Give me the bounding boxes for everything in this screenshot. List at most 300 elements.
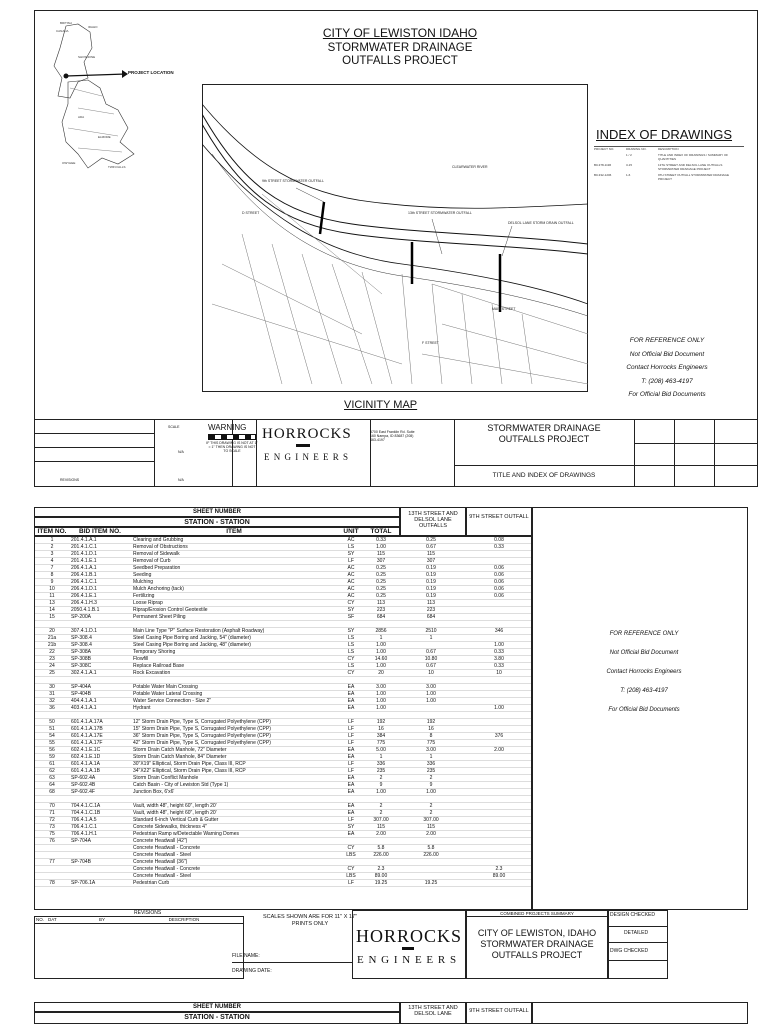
table-cell: 15 [35,614,69,621]
table-row [35,817,532,824]
table-cell: 21b [35,642,69,649]
table-cell: 602.4.1.E.1C [69,747,131,754]
index-cell: 13TH STREET AND DELSOL LANE OUTFALLS STORMWATER DRAINAGE PROJECT [658,163,723,171]
sheet-number-row [34,507,400,517]
table-cell: Replace Railroad Base [131,663,337,670]
quantity-sheet [34,507,748,888]
firm-logo: HORROCKS [262,426,352,442]
scale-note: SCALES SHOWN ARE FOR 11" X 17" PRINTS ONLY [263,914,357,927]
reference-note-2 [584,625,704,720]
index-cell: 1-6 [626,173,631,177]
table-cell: SP-308.4 [69,642,131,649]
table-cell: 54 [35,733,69,740]
table-cell: SP-706.1A [69,880,131,887]
table-cell [131,712,337,719]
index-table [594,146,744,181]
table-cell [337,796,365,803]
table-cell: 115 [397,824,465,831]
table-cell: 20 [35,628,69,635]
table-cell: LS [337,635,365,642]
table-cell [35,845,69,852]
table-cell: 601.4.1.A.17B [69,726,131,733]
table-cell: 4 [35,558,69,565]
index-header [594,147,744,151]
table-cell: 0.08 [465,537,532,544]
table-cell: 9 [365,782,397,789]
table-cell [35,712,69,719]
table-cell: 19.25 [365,880,397,887]
table-row [35,852,532,859]
revisions-label: REVISIONS [134,910,162,916]
table-cell: Fertilizing [131,593,337,600]
table-cell [365,712,397,719]
table-cell: SY [337,824,365,831]
notes-panel [532,1002,748,1024]
table-cell: 775 [365,740,397,747]
warning-text: IF THIS DRAWING IS NOT AT 1" = 1" THEN DRAWING IS NOT TO SCALE [206,441,258,453]
ref-line: T: (208) 463-4197 [641,377,693,385]
table-cell [397,642,465,649]
table-cell: SY [337,628,365,635]
table-cell: 346 [465,628,532,635]
table-row [35,621,532,628]
table-row [35,740,532,747]
index-row [594,173,744,181]
table-cell: 24 [35,663,69,670]
city-title: CITY OF LEWISTON IDAHO [322,26,478,40]
table-cell [69,796,131,803]
table-cell: 704.4.1.C.1A [69,803,131,810]
table-cell: SP-308.4 [69,635,131,642]
col-total: TOTAL [370,528,392,535]
table-row [35,761,532,768]
table-cell [337,621,365,628]
revisions-table [34,916,244,979]
table-cell: 89.00 [365,873,397,880]
summary-title: COMBINED PROJECTS SUMMARY [466,911,608,917]
quantity-footer [34,910,748,982]
summary-project [466,928,608,961]
table-cell: 32 [35,698,69,705]
table-cell: 3.80 [465,656,532,663]
col-item-no: ITEM NO. [37,528,67,535]
project-title-line-2: OUTFALLS PROJECT [342,55,458,67]
table-cell [465,880,532,887]
table-cell: LF [337,726,365,733]
table-cell: 8 [397,733,465,740]
table-cell: 25 [35,670,69,677]
table-cell: 5.8 [365,845,397,852]
rev-col: DESCRIPTION [168,917,200,922]
table-cell: Pedestrian Ramp w/Detectable Warning Domes [131,831,337,838]
table-cell: 1 [397,635,465,642]
sheet-number-label: SHEET NUMBER [192,1004,241,1010]
table-cell: 235 [397,768,465,775]
table-cell: LF [337,768,365,775]
table-cell: 10.80 [397,656,465,663]
table-cell: 1 [397,754,465,761]
table-cell: EA [337,782,365,789]
table-cell: Removal of Obstructions [131,544,337,551]
table-cell: 602.4.1.E.1D [69,754,131,761]
table-cell: SP-704A [69,838,131,845]
index-col-description: DESCRIPTION [658,147,679,151]
table-cell: LF [337,740,365,747]
table-cell [465,754,532,761]
table-cell [465,782,532,789]
table-cell: 63 [35,775,69,782]
table-cell: 2 [365,810,397,817]
table-cell [69,621,131,628]
table-cell: AC [337,593,365,600]
svg-text:OWYHEE: OWYHEE [62,161,76,165]
table-cell [131,796,337,803]
table-cell: 2 [397,775,465,782]
table-row [35,614,532,621]
table-cell [465,607,532,614]
table-cell [35,796,69,803]
table-row [35,684,532,691]
table-cell [465,551,532,558]
table-cell [35,866,69,873]
table-cell [35,621,69,628]
table-cell: Clearing and Grubbing [131,537,337,544]
table-cell: SY [337,551,365,558]
table-cell: 0.33 [465,649,532,656]
table-cell: 5.8 [397,845,465,852]
table-cell: Riprap/Erosion Control Geotextile [131,607,337,614]
table-cell [465,600,532,607]
table-cell [365,677,397,684]
table-cell [465,726,532,733]
table-cell: 22 [35,649,69,656]
table-cell: SP-602.4F [69,789,131,796]
table-cell [397,873,465,880]
table-cell: Steel Casing Pipe Boring and Jacking, 54" (diameter) [131,635,337,642]
table-cell [35,852,69,859]
firm-tagline: E N G I N E E R S [264,452,349,462]
table-cell: 16 [397,726,465,733]
table-cell [465,803,532,810]
table-cell: SP-404B [69,691,131,698]
table-cell [365,796,397,803]
table-cell: 75 [35,831,69,838]
table-cell: EA [337,747,365,754]
col-project-2: 9TH STREET OUTFALL [466,507,532,536]
table-cell [365,621,397,628]
table-row [35,656,532,663]
table-cell: 201.4.1.C.1 [69,544,131,551]
table-cell: 15" Storm Drain Pipe, Type S, Corrugated Polyethylene (CPP) [131,726,337,733]
table-cell: LBS [337,852,365,859]
table-cell: Concrete Headwall - Concrete [131,845,337,852]
table-cell: 72 [35,817,69,824]
sheet-number-label: SHEET NUMBER [192,509,241,515]
ref-line: FOR REFERENCE ONLY [609,631,679,637]
tb-project-line-2: OUTFALLS PROJECT [498,434,590,444]
table-cell: 2.00 [465,747,532,754]
table-cell: CY [337,670,365,677]
table-row [35,733,532,740]
table-cell: 71 [35,810,69,817]
col-project-1: 13TH STREET AND DELSOL LANE [400,1002,466,1024]
col-project-1: 13TH STREET AND DELSOL LANE OUTFALLS [400,507,466,536]
table-row [35,747,532,754]
svg-text:ELMORE: ELMORE [98,135,111,139]
table-cell: 1.00 [365,663,397,670]
table-cell: Pedestrian Curb [131,880,337,887]
table-cell: 206.4.1.C.1 [69,579,131,586]
label-river: CLEARWATER RIVER [452,165,488,169]
project-title-line-1: STORMWATER DRAINAGE [327,42,473,54]
table-row [35,663,532,670]
table-cell [69,866,131,873]
table-cell: 0.06 [465,579,532,586]
table-cell: LF [337,761,365,768]
table-cell: 2 [397,803,465,810]
table-cell: 19.25 [397,880,465,887]
table-cell [465,677,532,684]
table-cell: 113 [365,600,397,607]
table-cell [465,796,532,803]
table-row [35,607,532,614]
table-cell [465,824,532,831]
table-cell: 1 [365,635,397,642]
table-cell [365,859,397,866]
vicinity-map [202,84,588,392]
table-row [35,768,532,775]
table-row [35,873,532,880]
table-cell: 1 [365,754,397,761]
svg-text:CANADA: CANADA [56,29,69,33]
index-cell [594,153,620,161]
table-cell [465,859,532,866]
table-cell: EA [337,831,365,838]
table-cell: 2050.4.1.B.1 [69,607,131,614]
table-cell: 1.00 [397,698,465,705]
table-cell: Storm Drain Catch Manhole, 84" Diameter [131,754,337,761]
table-cell [465,712,532,719]
station-row [34,1012,400,1024]
table-cell [69,852,131,859]
table-cell: 2.3 [465,866,532,873]
table-cell: CY [337,656,365,663]
table-cell: 64 [35,782,69,789]
table-cell: 14.60 [365,656,397,663]
col-project-2: 9TH STREET OUTFALL [466,1002,532,1024]
table-cell [397,859,465,866]
table-cell: 775 [397,740,465,747]
table-row [35,824,532,831]
ref-line: T: (208) 463-4197 [620,688,668,694]
table-cell: 706.4.1.A.5 [69,817,131,824]
table-cell: 68 [35,789,69,796]
table-cell [69,845,131,852]
ref-line: Not Official Bid Document [609,650,679,656]
table-cell: EA [337,789,365,796]
table-cell: 3.00 [397,747,465,754]
table-cell: 77 [35,859,69,866]
table-cell: 206.4.1.D.1 [69,586,131,593]
table-cell: 601.4.1.A.17F [69,740,131,747]
table-cell [131,621,337,628]
table-cell: SP-308A [69,649,131,656]
table-row [35,705,532,712]
table-cell: LS [337,649,365,656]
table-cell: 62 [35,768,69,775]
table-cell: Vault, width 48", height 60", length 20' [131,810,337,817]
table-cell [465,621,532,628]
table-cell [397,705,465,712]
scale-label: SCALE [168,425,180,429]
table-cell: SP-200A [69,614,131,621]
table-cell [397,838,465,845]
ref-line: For Official Bid Documents [608,707,680,713]
table-row [35,565,532,572]
table-cell: 1.00 [465,705,532,712]
table-cell: 9 [35,579,69,586]
table-cell: 21a [35,635,69,642]
table-cell: 0.25 [365,586,397,593]
table-cell: 0.19 [397,565,465,572]
scale-value: N/A [178,478,184,482]
table-cell: Mulching [131,579,337,586]
table-row [35,726,532,733]
index-col-project: PROJECT NO. [594,147,615,151]
table-cell: 192 [365,719,397,726]
table-cell [397,866,465,873]
table-cell: 201.4.1.A.1 [69,537,131,544]
table-cell: Concrete Headwall - Steel [131,852,337,859]
table-cell: EA [337,803,365,810]
table-cell [337,677,365,684]
table-cell: 30 [35,684,69,691]
table-cell: 8 [35,572,69,579]
index-cell: 3-15 [626,163,633,167]
table-cell: 307 [365,558,397,565]
table-cell: 70 [35,803,69,810]
scale-value: N/A [178,450,184,454]
table-cell: SP-602.4B [69,782,131,789]
table-cell: 0.33 [365,537,397,544]
table-cell: 336 [397,761,465,768]
table-cell: Concrete Sidewalks, thickness 4" [131,824,337,831]
table-cell: 2 [397,810,465,817]
table-cell [465,845,532,852]
svg-text:IDAHO: IDAHO [88,25,98,29]
table-cell [465,558,532,565]
table-cell: Seeding [131,572,337,579]
table-cell: EA [337,698,365,705]
table-cell: 706.4.1.H.1 [69,831,131,838]
index-cell: TITLE AND INDEX OF DRAWINGS / SUMMARY OF QUANTITIES [658,153,729,161]
table-row [35,754,532,761]
ref-line: For Official Bid Documents [628,391,706,398]
table-cell: LBS [337,873,365,880]
table-cell: Concrete Headwall (36") [131,859,337,866]
table-cell: EA [337,684,365,691]
table-cell: 113 [397,600,465,607]
table-row [35,600,532,607]
scale-bar [208,434,256,440]
table-cell: Concrete Headwall - Concrete [131,866,337,873]
table-cell: 1.00 [465,642,532,649]
table-cell: Flowfill [131,656,337,663]
table-cell: 706.4.1.C.1 [69,824,131,831]
table-row [35,803,532,810]
ref-line: FOR REFERENCE ONLY [629,337,705,344]
label-f-street: F STREET [422,341,439,345]
table-cell: LF [337,733,365,740]
table-cell [35,677,69,684]
table-cell: 0.19 [397,593,465,600]
sheet-number-row [34,1002,400,1012]
table-cell: 704.4.1.C.1B [69,810,131,817]
index-row [594,153,744,161]
station-label: STATION - STATION [184,519,250,526]
table-row [35,712,532,719]
table-cell: 115 [365,824,397,831]
locator-map [48,18,208,178]
svg-text:BRITISH: BRITISH [60,21,72,25]
table-cell: CY [337,600,365,607]
table-cell: 307.00 [397,817,465,824]
table-cell: 601.4.1.A.17E [69,733,131,740]
table-cell: 30"X19" Elliptical, Storm Drain Pipe, Class III, RCP [131,761,337,768]
table-cell: Rock Excavation [131,670,337,677]
table-cell: 16 [365,726,397,733]
table-cell: 1.00 [365,698,397,705]
table-cell: 2.00 [397,831,465,838]
table-cell [465,740,532,747]
table-cell: 2 [35,544,69,551]
table-cell: CY [337,866,365,873]
table-cell: 2.00 [365,831,397,838]
table-cell: 0.06 [465,586,532,593]
tb-project-title [454,423,634,445]
ref-line: Contact Horrocks Engineers [626,364,708,371]
svg-text:TWIN FALLS: TWIN FALLS [108,165,126,169]
table-row [35,719,532,726]
table-cell: SY [337,607,365,614]
table-cell [465,775,532,782]
table-cell: 206.4.1.E.1 [69,593,131,600]
table-cell: 307.00 [365,817,397,824]
table-cell: 20 [365,670,397,677]
table-cell: 2510 [397,628,465,635]
table-cell: LF [337,558,365,565]
svg-text:SHOSHONE: SHOSHONE [78,55,96,59]
table-cell: 201.4.1.D.1 [69,551,131,558]
summary-line-2: OUTFALLS PROJECT [491,950,583,960]
table-cell: 302.4.1.A.1 [69,670,131,677]
table-cell [397,712,465,719]
label-delsol-outfall: DELSOL LANE STORM DRAIN OUTFALL [508,221,574,225]
table-cell: 1.00 [365,649,397,656]
table-cell: 13 [35,600,69,607]
table-cell: EA [337,691,365,698]
table-cell: LF [337,719,365,726]
table-row [35,593,532,600]
rev-col: DAT [48,917,57,922]
table-cell: 0.06 [465,565,532,572]
table-row [35,649,532,656]
dwg-checked: DWG CHECKED [610,948,649,954]
table-cell: 7 [35,565,69,572]
table-cell: Storm Drain Catch Manhole, 72" Diameter [131,747,337,754]
table-cell: 376 [465,733,532,740]
table-cell: 23 [35,656,69,663]
